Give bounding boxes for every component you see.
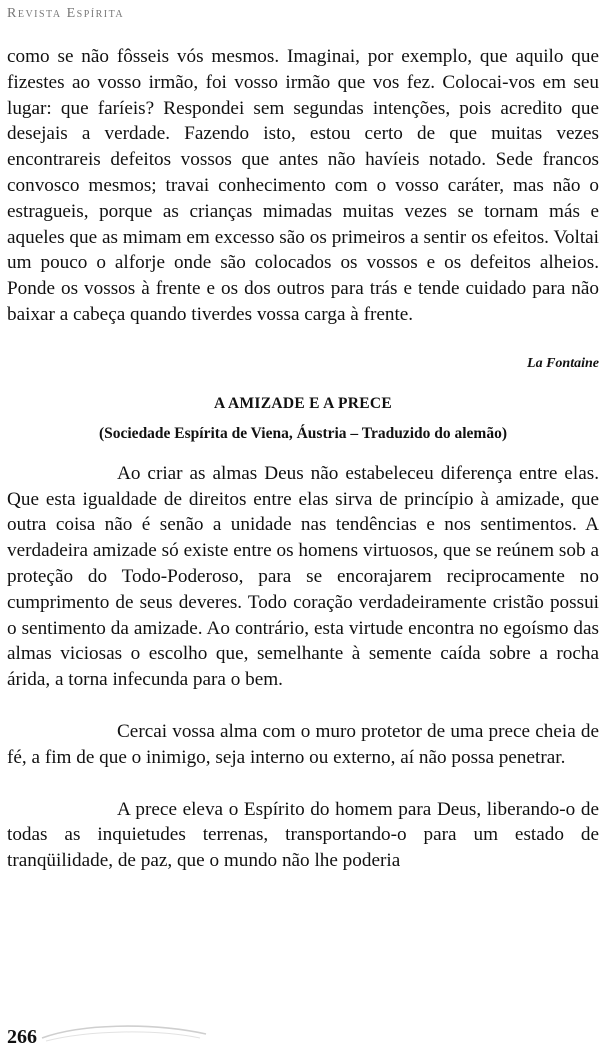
article-paragraph-2: Cercai vossa alma com o muro protetor de uma prece cheia de fé, a fim de que o inimigo, seja interno ou externo, aí não possa penetrar. bbox=[7, 720, 599, 768]
running-head: Revista Espírita bbox=[7, 6, 125, 21]
continuation-paragraph: como se não fôsseis vós mesmos. Imaginai, por exemplo, que aquilo que fizestes ao vosso irmão, foi vosso irmão que vos fez. Colocai-vos em seu lugar: que faríeis? Respondei sem segundas intenções, pois acredito que desejais a verdade. Fazendo isto, estou certo de que muitas vezes encontrareis defeitos vossos que antes não havíeis notado. Sede francos convosco mesmos; travai conhecimento com o vosso caráter, mas não o estragueis, porque as crianças mimadas muitas vezes se tornam más e aqueles que as mimam em excesso são os primeiros a sentir os efeitos. Voltai um pouco o alforje onde são colocados os vossos e os defeitos alheios. Ponde os vossos à frente e os dos outros para trás e tende cuidado para não baixar a cabeça quando tiverdes vossa carga à frente. bbox=[7, 46, 599, 325]
article-paragraph-3: A prece eleva o Espírito do homem para Deus, liberando-o de todas as inquietudes terrenas, transportando-o para um estado de tranqüilidade, de paz, que o mundo não lhe poderia bbox=[7, 798, 599, 872]
article-paragraph-1: Ao criar as almas Deus não estabeleceu diferença entre elas. Que esta igualdade de direitos entre elas sirva de princípio à amizade, que outra coisa não é senão a unidade nas tendências e nos sentimentos. A verdadeira amizade só existe entre os homens virtuosos, que se reúnem sob a proteção do Todo-Poderoso, para se encorajarem reciprocamente no cumprimento de seus deveres. Todo coração verdadeiramente cristão possui o sentimento da amizade. Ao contrário, esta virtude encontra no egoísmo das almas viciosas o escolho que, semelhante à semente caída sobre a rocha árida, a torna infecunda para o bem. bbox=[7, 462, 599, 691]
article-subtitle: (Sociedade Espírita de Viena, Áustria – Traduzido do alemão) bbox=[98, 424, 508, 442]
signature: La Fontaine bbox=[527, 355, 599, 371]
page-number: 266 bbox=[7, 1026, 37, 1048]
page-content bbox=[7, 44, 599, 874]
article-title: A AMIZADE E A PRECE bbox=[214, 394, 392, 412]
decorative-swoosh-icon bbox=[40, 1020, 210, 1044]
